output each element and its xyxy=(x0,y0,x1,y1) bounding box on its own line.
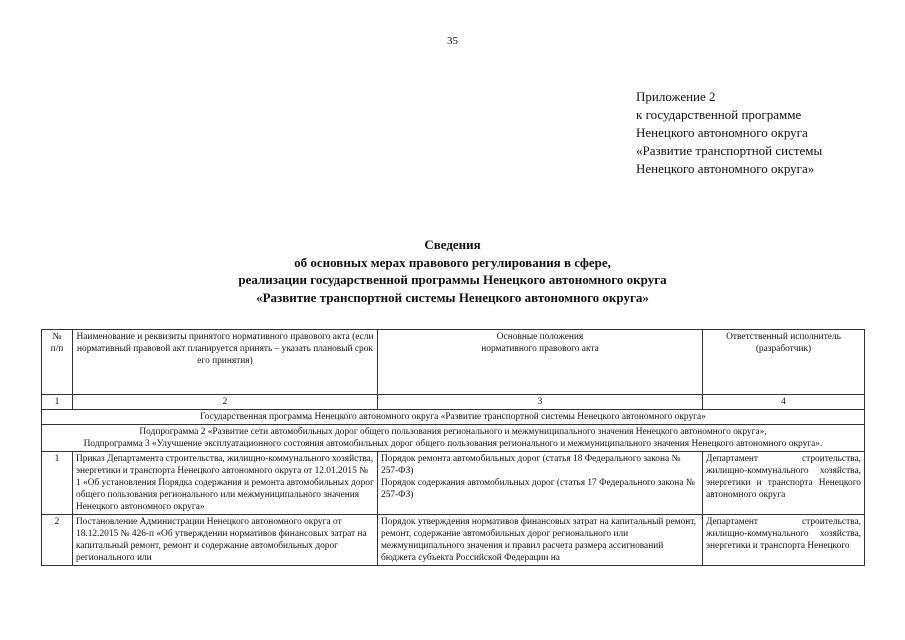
row-executor: Департамент строительства, жилищно-коммунального хозяйства, энергетики и транспорта Ненецкого автономного округа xyxy=(703,452,865,515)
appendix-line: Ненецкого автономного округа» xyxy=(636,161,815,176)
row-executor: Департамент строительства, жилищно-коммунального хозяйства, энергетики и транспорта Ненецкого xyxy=(703,515,865,566)
appendix-line: Приложение 2 xyxy=(636,89,716,104)
header-name: Наименование и реквизиты принятого нормативного правового акта (если нормативный правовой акт планируется принять – указать плановый срок его принятия) xyxy=(73,330,378,395)
row-provisions: Порядок ремонта автомобильных дорог (статья 18 Федерального закона № 257-ФЗ) Порядок содержания автомобильных дорог (статья 17 Федерального закона № 257-ФЗ) xyxy=(378,452,703,515)
subprogram-row xyxy=(42,425,865,452)
appendix-line: Ненецкого автономного округа xyxy=(636,125,808,140)
program-row xyxy=(42,410,865,425)
title-line: Сведения xyxy=(424,237,481,252)
program-title: Государственная программа Ненецкого автономного округа «Развитие транспортной системы Ненецкого автономного округа» xyxy=(42,410,865,425)
header-executor: Ответственный исполнитель (разработчик) xyxy=(703,330,865,395)
appendix-line: к государственной программе xyxy=(636,107,802,122)
column-number: 2 xyxy=(73,395,378,410)
measures-table xyxy=(41,329,865,566)
column-number: 1 xyxy=(42,395,73,410)
column-number: 3 xyxy=(378,395,703,410)
column-number-row xyxy=(42,395,865,410)
table-row xyxy=(42,452,865,515)
title-line: об основных мерах правового регулирования в сфере, xyxy=(294,254,611,270)
column-number: 4 xyxy=(703,395,865,410)
row-provisions: Порядок утверждения нормативов финансовых затрат на капитальный ремонт, ремонт, содержание автомобильных дорог регионального или межмуниципального значения и правил расчета размера ассигнований бюджета субъекта Российской Федерации на xyxy=(378,515,703,566)
header-num: № п/п xyxy=(42,330,73,395)
row-number: 2 xyxy=(42,515,73,566)
row-number: 1 xyxy=(42,452,73,515)
appendix-note xyxy=(636,88,822,178)
document-title xyxy=(0,236,905,306)
table-row xyxy=(42,515,865,566)
title-line: «Развитие транспортной системы Ненецкого автономного округа» xyxy=(256,289,649,305)
appendix-line: «Развитие транспортной системы xyxy=(636,143,823,158)
subprogram-title: Подпрограмма 2 «Развитие сети автомобильных дорог общего пользования регионального и межмуниципального значения Ненецкого автономного округа», Подпрограмма 3 «Улучшение эксплуатационного состояния автомобильных дорог общего пользования регионального и межмуниципального значения Ненецкого автономного округа». xyxy=(42,425,865,452)
page-number: 35 xyxy=(447,35,458,47)
header-provisions: Основные положения нормативного правового акта xyxy=(378,330,703,395)
row-act-name: Приказ Департамента строительства, жилищно-коммунального хозяйства, энергетики и транспорта Ненецкого автономного округа от 12.01.2015 № 1 «Об установления Порядка содержания и ремонта автомобильных дорог общего пользования регионального или межмуниципального значения Ненецкого автономного округа» xyxy=(73,452,378,515)
row-act-name: Постановление Администрации Ненецкого автономного округа от 18.12.2015 № 426-п «Об утверждении нормативов финансовых затрат на капитальный ремонт, ремонт и содержание автомобильных дорог регионального или xyxy=(73,515,378,566)
title-line: реализации государственной программы Ненецкого автономного округа xyxy=(238,272,667,287)
table-header-row xyxy=(42,330,865,395)
